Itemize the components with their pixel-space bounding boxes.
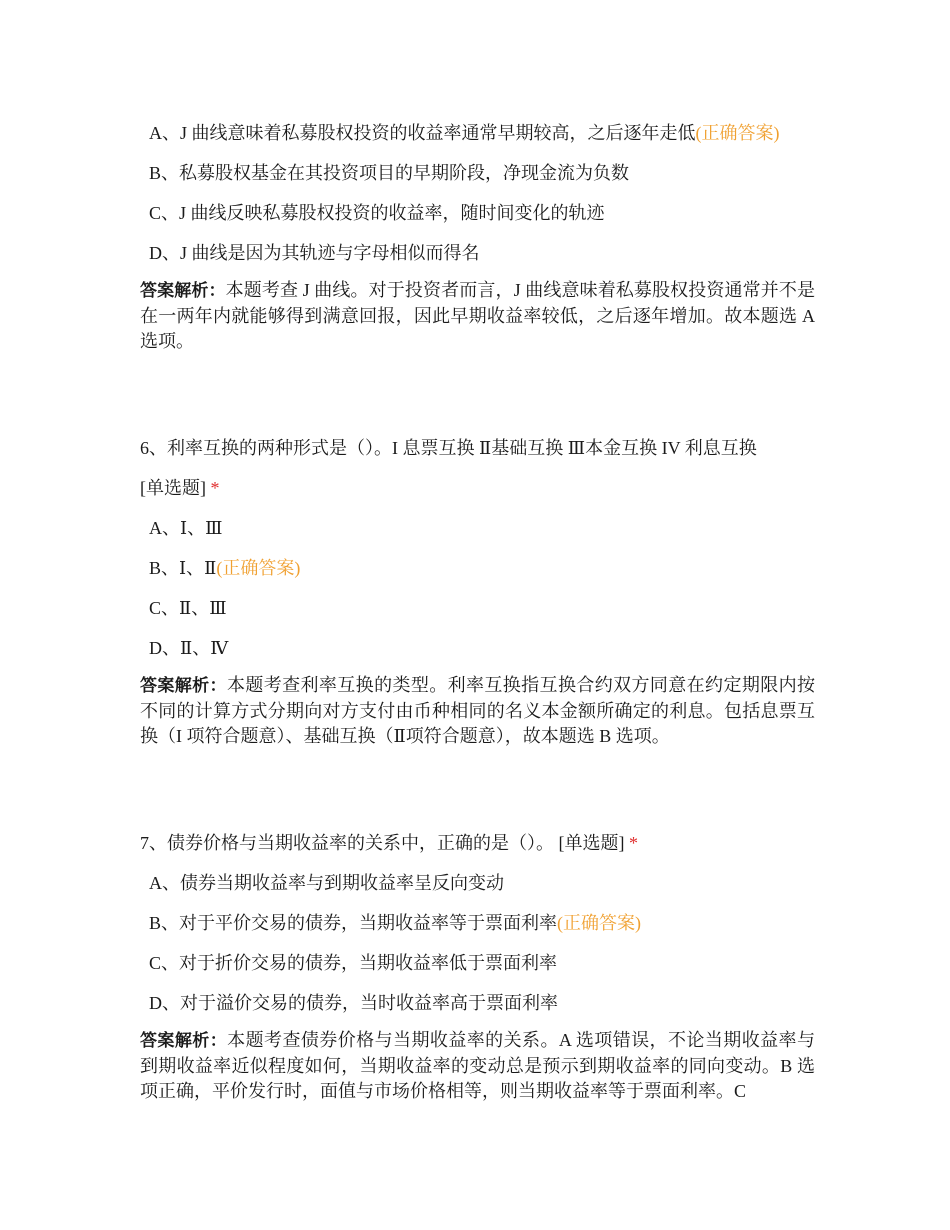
correct-answer-tag: (正确答案) bbox=[216, 558, 301, 578]
q5-option-d[interactable]: D、J 曲线是因为其轨迹与字母相似而得名 bbox=[149, 243, 480, 263]
q7-option-d[interactable]: D、对于溢价交易的债券，当时收益率高于票面利率 bbox=[149, 993, 558, 1013]
question-6-block bbox=[140, 433, 815, 749]
question-5-block bbox=[140, 118, 815, 354]
required-mark: * bbox=[210, 478, 220, 498]
q7-option-a[interactable]: A、债券当期收益率与到期收益率呈反向变动 bbox=[149, 873, 504, 893]
analysis-text: 本题考查 J 曲线。对于投资者而言，J 曲线意味着私募股权投资通常并不是在一两年内就能够得到满意回报，因此早期收益率较低，之后逐年增加。故本题选 A 选项。 bbox=[140, 280, 815, 351]
spacer bbox=[140, 354, 815, 433]
analysis-text: 本题考查利率互换的类型。利率互换指互换合约双方同意在约定期限内按不同的计算方式分期向对方支付由币种相同的名义本金额所确定的利息。包括息票互换（I 项符合题意）、基础互换（Ⅱ项符合题意），故本题选 B 选项。 bbox=[140, 675, 816, 746]
analysis-label: 答案解析： bbox=[140, 281, 226, 301]
question-type-label: [单选题] bbox=[558, 833, 625, 853]
q7-option-b[interactable]: B、对于平价交易的债券，当期收益率等于票面利率(正确答案) bbox=[149, 913, 642, 933]
q5-option-a[interactable]: A、J 曲线意味着私募股权投资的收益率通常早期较高，之后逐年走低(正确答案) bbox=[149, 123, 780, 143]
analysis-label: 答案解析： bbox=[140, 1031, 228, 1051]
correct-answer-tag: (正确答案) bbox=[695, 123, 780, 143]
question-7-block bbox=[140, 828, 815, 1104]
q6-option-c[interactable]: C、Ⅱ、Ⅲ bbox=[149, 598, 227, 618]
question-6-text: 6、利率互换的两种形式是（）。I 息票互换 Ⅱ基础互换 Ⅲ本金互换 IV 利息互换 bbox=[140, 438, 757, 458]
question-type-label: [单选题] bbox=[140, 478, 206, 498]
analysis-text: 本题考查债券价格与当期收益率的关系。A 选项错误，不论当期收益率与到期收益率近似程度如何，当期收益率的变动总是预示到期收益率的同向变动。B 选项正确，平价发行时，面值与市场价格相等，则当期收益率等于票面利率。C bbox=[140, 1030, 815, 1101]
q6-option-a[interactable]: A、Ⅰ、Ⅲ bbox=[149, 518, 223, 538]
q6-option-b[interactable]: B、Ⅰ、Ⅱ(正确答案) bbox=[149, 558, 301, 578]
q5-answer-analysis bbox=[140, 278, 815, 354]
document-content bbox=[140, 118, 815, 1104]
question-7-title bbox=[140, 828, 815, 858]
q6-answer-analysis bbox=[140, 673, 815, 749]
required-mark: * bbox=[629, 833, 638, 853]
analysis-label: 答案解析： bbox=[140, 676, 227, 696]
correct-answer-tag: (正确答案) bbox=[557, 913, 642, 933]
q5-option-c[interactable]: C、J 曲线反映私募股权投资的收益率，随时间变化的轨迹 bbox=[149, 203, 605, 223]
q6-option-d[interactable]: D、Ⅱ、Ⅳ bbox=[149, 638, 229, 658]
question-7-text: 7、债券价格与当期收益率的关系中，正确的是（）。 bbox=[140, 833, 554, 853]
q7-answer-analysis bbox=[140, 1028, 815, 1104]
question-6-title bbox=[140, 433, 815, 503]
spacer bbox=[140, 749, 815, 828]
q7-option-c[interactable]: C、对于折价交易的债券，当期收益率低于票面利率 bbox=[149, 953, 558, 973]
q5-option-b[interactable]: B、私募股权基金在其投资项目的早期阶段，净现金流为负数 bbox=[149, 163, 630, 183]
